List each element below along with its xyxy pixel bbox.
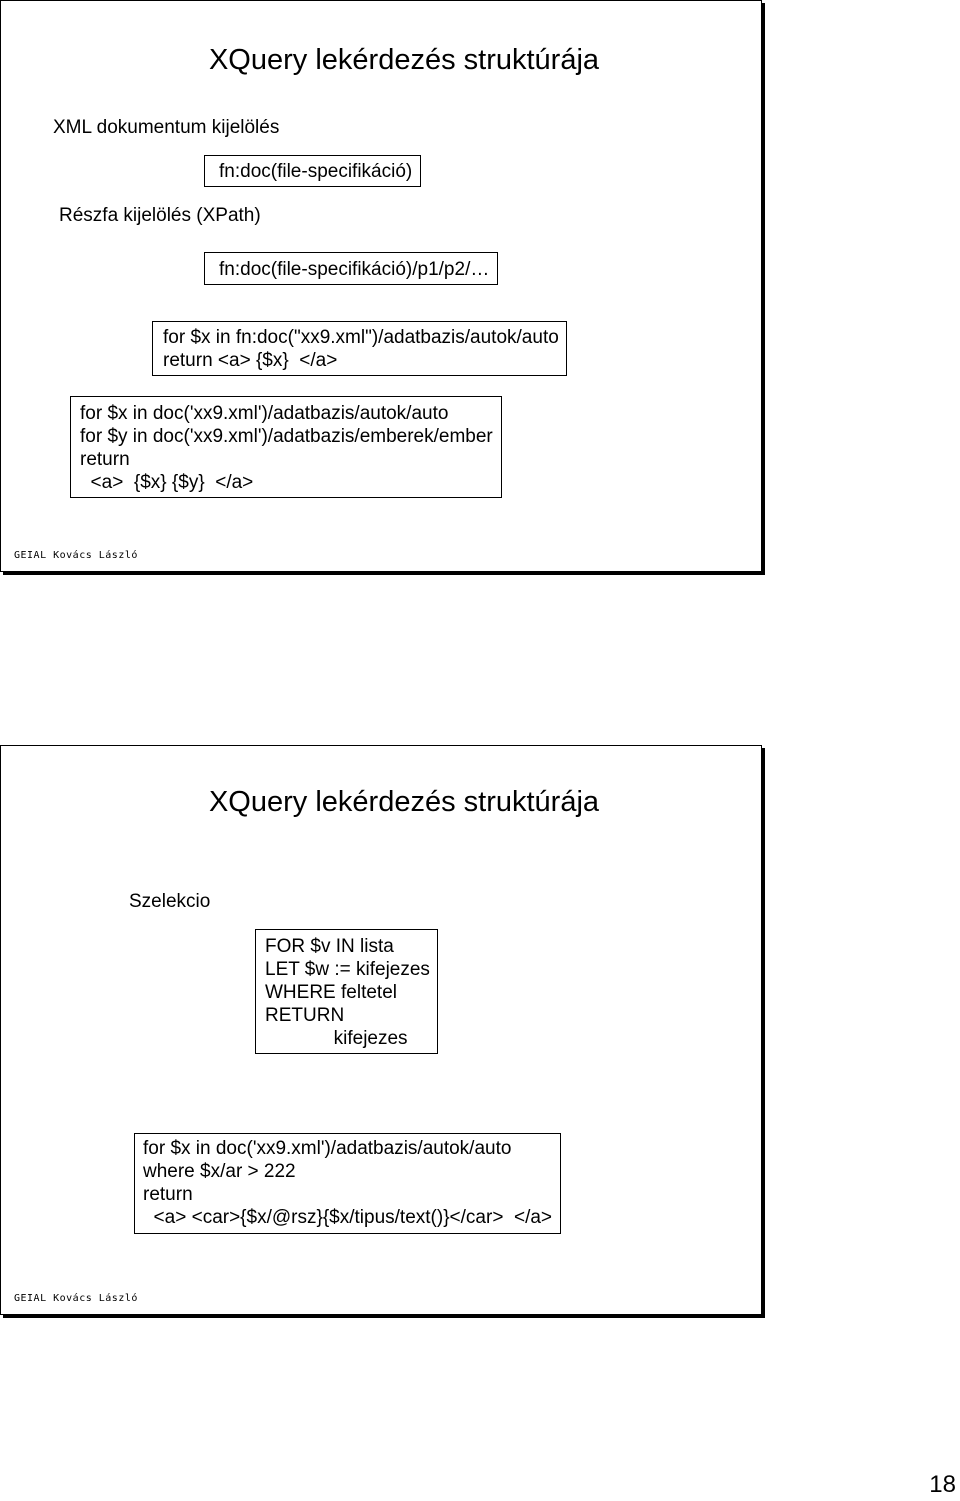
xpath-text: fn:doc(file-specifikáció)/p1/p2/…: [219, 259, 490, 280]
slide-title: XQuery lekérdezés struktúrája: [208, 786, 600, 818]
selection-label: Szelekcio: [129, 891, 211, 912]
query-box-1: [152, 321, 567, 376]
code-line: LET $w := kifejezes: [265, 959, 430, 980]
code-line: for $x in doc('xx9.xml')/adatbazis/autok/auto: [143, 1138, 512, 1159]
doc-function-box: [204, 155, 421, 187]
code-line: RETURN: [265, 1005, 345, 1026]
xml-document-label: XML dokumentum kijelölés: [53, 117, 280, 138]
xpath-box: [204, 252, 498, 285]
slide-footer: GEIAL Kovács László: [14, 1293, 138, 1304]
code-line: for $y in doc('xx9.xml')/adatbazis/emberek/ember: [80, 426, 493, 447]
slide-2: [0, 745, 762, 1315]
code-line: for $x in doc('xx9.xml')/adatbazis/autok/auto: [80, 403, 449, 424]
slide-title: XQuery lekérdezés struktúrája: [208, 44, 600, 76]
slide-1: [0, 0, 762, 572]
code-line: for $x in fn:doc("xx9.xml")/adatbazis/autok/auto: [163, 327, 559, 348]
code-line: kifejezes: [265, 1028, 408, 1049]
doc-function-text: fn:doc(file-specifikáció): [219, 161, 413, 182]
slide-footer: GEIAL Kovács László: [14, 550, 138, 561]
code-line: where $x/ar > 222: [143, 1161, 296, 1182]
code-line: WHERE feltetel: [265, 982, 397, 1003]
code-line: <a> <car>{$x/@rsz}{$x/tipus/text()}</car> </a>: [143, 1207, 553, 1228]
subtree-selection-label: Részfa kijelölés (XPath): [59, 205, 261, 226]
page-number: 18: [929, 1471, 956, 1498]
flwr-box: [255, 929, 438, 1054]
code-line: return <a> {$x} </a>: [163, 350, 338, 371]
code-line: return: [80, 449, 130, 470]
query-box-2: [70, 396, 502, 498]
code-line: <a> {$x} {$y} </a>: [80, 472, 254, 493]
code-line: FOR $v IN lista: [265, 936, 394, 957]
query-box-3: [134, 1133, 561, 1234]
code-line: return: [143, 1184, 193, 1205]
